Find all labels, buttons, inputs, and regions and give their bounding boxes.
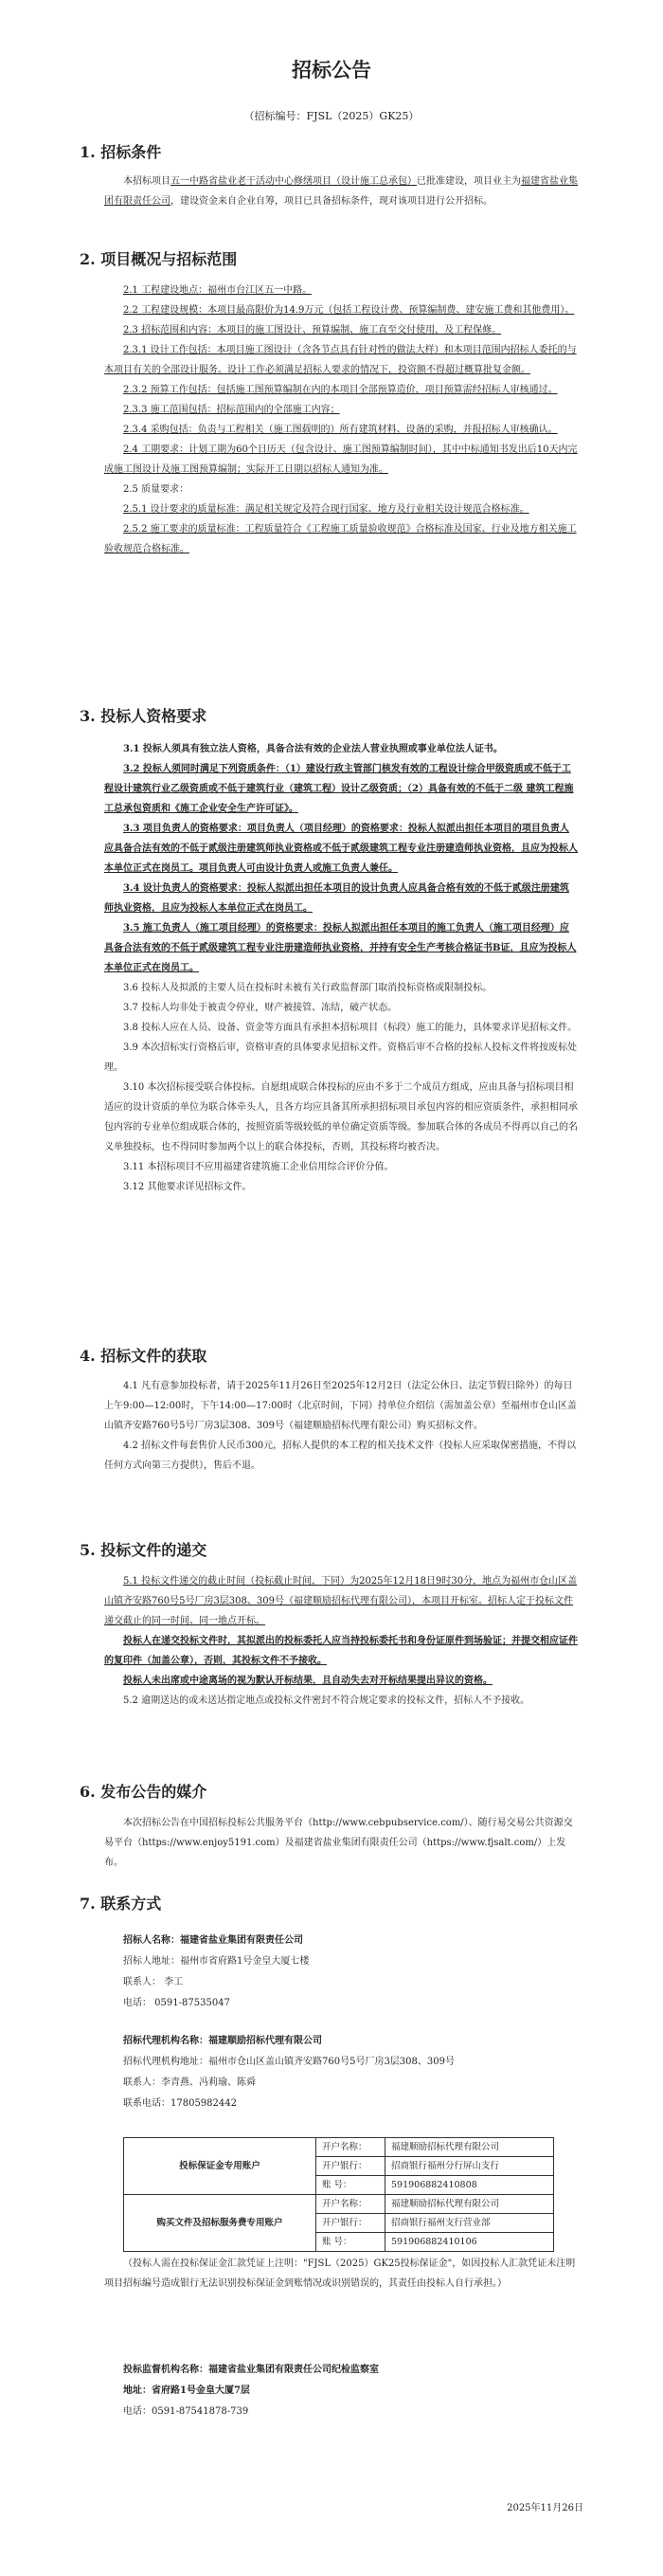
table-row: 账 号： 591906882410106 xyxy=(124,2233,554,2252)
section-2-body: 2.1 工程建设地点：福州市台江区五一中路。 2.2 工程建设规模：本项目最高限价为14.9万元（包括工程设计费、预算编制费、建安施工费和其他费用）。 2.3 招标范围和内容：本项目的施工图设计、预算编制、施工直至交付使用，及工程保修。 2.3.1 设计工作包括：本项目施工图设计（含各节点具有针对性的做法大样）和本项目范围内招标人委托的与本项目有关的全部设计服务。设计工作必须满足招标人要求的情况下，投资额不得超过概算批复金额。 2.3.2 预算工作包括：包括施工图预算编制在内的本项目全部预算造价，项目预算需经招标人审核通过。 2.3.3 施工范围包括：招标范围内的全部施工内容； 2.3.4 采购包括：负责与工程相关（施工图载明的）所有建筑材料、设备的采购，并报招标人审核确认。 2.4 工期要求：计划工期为60个日历天（包含设计、施工图预算编制时间），其中中标通知书发出后10天内完成施工图设计及施工图预算编制；实际开工日期以招标人通知为准。 2.5 质量要求： 2.5.1 设计要求的质量标准：满足相关规定及符合现行国家、地方及行业相关设计规范合格标准。 2.5.2 施工要求的质量标准：工程质量符合《工程施工质量验收规范》合格标准及国家、行业及地方相关施工验收规范合格标准。 xyxy=(104,285,578,554)
owner-name: 福建省盐业集团有限责任公司 xyxy=(104,176,578,207)
section-6-heading: 6. 发布公告的媒介 xyxy=(80,1783,207,1801)
table-row: 开户银行： 招商银行福州支行营业部 xyxy=(124,2214,554,2233)
section-3-body: 3.1 投标人须具有独立法人资格，具备合法有效的企业法人营业执照或事业单位法人证书。 3.2 投标人须同时满足下列资质条件：（1）建设行政主管部门核发有效的工程设计综合甲级资质或不低于工程设计建筑行业乙级资质或不低于建筑行业（建筑工程）设计乙级资质；（2）具备有效的不低于二级 建筑工程施工总承包资质和《施工企业安全生产许可证》。 3.3 项目负责人的资格要求：项目负责人（项目经理）的资格要求：投标人拟派出担任本项目的项目负责人应具备合法有效的不低于贰级注册建筑师执业资格或不低于贰级建筑工程专业注册建造师执业资格，且应为投标人本单位正式在岗员工。项目负责人可由设计负责人或施工负责人兼任。 3.4 设计负责人的资格要求：投标人拟派出担任本项目的设计负责人应具备合格有效的不低于贰级注册建筑师执业资格，且应为投标人本单位正式在岗员工。 3.5 施工负责人（施工项目经理）的资格要求：投标人拟派出担任本项目的施工负责人（施工项目经理）应具备合法有效的不低于贰级建筑工程专业注册建造师执业资格，并持有安全生产考核合格证书B证，且应为投标人本单位正式在岗员工。 3.6 投标人及拟派的主要人员在投标时未被有关行政监督部门取消投标资格或限制投标。 3.7 投标人均非处于被责令停业，财产被接管、冻结，破产状态。 3.8 投标人应在人员、设备、资金等方面具有承担本招标项目（标段）施工的能力，具体要求详见招标文件。 3.9 本次招标实行资格后审，资格审查的具体要求见招标文件。资格后审不合格的投标人投标文件将按废标处理。 3.10 本次招标接受联合体投标。自愿组成联合体投标的应由不多于二个成员方组成，应由具备与招标项目相适应的设计资质的单位为联合体牵头人，且各方均应具备其所承担招标项目承包内容的相应资质条件，承担相同承包内容的专业单位组成联合体的，按照资质等级较低的单位确定资质等级。参加联合体的各成员不得再以自己的名义单独投标，也不得同时参加两个以上的联合体投标，否则，其投标将均被否决。 3.11 本招标项目不应用福建省建筑施工企业信用综合评价分值。 3.12 其他要求详见招标文件。 xyxy=(104,744,578,1192)
section-5-heading: 5. 投标文件的递交 xyxy=(80,1541,207,1559)
agent-contact: 招标代理机构名称：福建顺励招标代理有限公司 招标代理机构地址：福州市仓山区盖山镇齐安路760号5号厂房3层308、309号 联系人：李青燕、冯莉瑜、陈舜 联系电话：17805982442 xyxy=(123,2036,455,2109)
supervision-contact: 投标监督机构名称：福建省盐业集团有限责任公司纪检监察室 地址：省府路1号金皇大厦7层 电话：0591-87541878-739 xyxy=(123,2365,379,2417)
section-2-heading: 2. 项目概况与招标范围 xyxy=(80,250,238,268)
project-name: 五一中路省盐业老干活动中心修缮项目（设计施工总承包） xyxy=(170,176,417,187)
table-row: 开户银行： 招商银行福州分行屏山支行 xyxy=(124,2157,554,2176)
tender-number: （招标编号：FJSL（2025）GK25） xyxy=(243,110,420,122)
section-4-heading: 4. 招标文件的获取 xyxy=(80,1347,207,1365)
account-note: （投标人需在投标保证金汇款凭证上注明："FJSL（2025）GK25投标保证金"，如因投标人汇款凭证未注明项目招标编号造成银行无法识别投标保证金到账情况或识别错误的，其责任由投标人自行承担。） xyxy=(104,2259,576,2289)
page-title: 招标公告 xyxy=(292,58,371,82)
section-7-heading: 7. 联系方式 xyxy=(80,1895,162,1913)
section-3-heading: 3. 投标人资格要求 xyxy=(80,707,207,725)
section-1-body: 本招标项目五一中路省盐业老干活动中心修缮项目（设计施工总承包）已批准建设，项目业主为福建省盐业集团有限责任公司，建设资金来自企业自筹，项目已具备招标条件，现对该项目进行公开招标。 xyxy=(104,176,578,207)
section-6-body: 本次招标公告在中国招标投标公共服务平台（http://www.cebpubservice.com/）、随行易交易公共资源交易平台（https://www.enjoy5191.com）及福建省盐业集团有限责任公司（https://www.fjsalt.com/）上发布。 xyxy=(104,1818,573,1868)
table-row: 账 号： 591906882410808 xyxy=(124,2176,554,2195)
section-4-body: 4.1 凡有意参加投标者，请于2025年11月26日至2025年12月2日（法定公休日、法定节假日除外）的每日上午9:00—12:00时，下午14:00—17:00时（北京时间，下同）持单位介绍信（需加盖公章）至福州市仓山区盖山镇齐安路760号5号厂房3层308、309号（福建顺励招标代理有限公司）购买招标文件。 4.2 招标文件每套售价人民币300元，招标人提供的本工程的相关技术文件（投标人应采取保密措施，不得以任何方式向第三方提供），售后不退。 xyxy=(104,1381,577,1471)
owner-contact: 招标人名称：福建省盐业集团有限责任公司 招标人地址：福州市省府路1号金皇大厦七楼 联系人： 李工 电话： 0591-87535047 xyxy=(123,1935,310,2008)
bank-accounts-table xyxy=(123,2137,554,2252)
table-row: 购买文件及招标服务费专用账户 开户名称： 福建顺励招标代理有限公司 xyxy=(124,2195,554,2214)
section-5-body: 5.1 投标文件递交的截止时间（投标截止时间，下同）为2025年12月18日9时30分，地点为福州市仓山区盖山镇齐安路760号5号厂房3层308、309号（福建顺励招标代理有限公司），本项目开标室。招标人定于投标文件递交截止的同一时间、同一地点开标。 投标人在递交投标文件时，其拟派出的投标委托人应当持投标委托书和身份证原件到场验证；并提交相应证件的复印件（加盖公章），否则，其投标文件不予接收。 投标人未出席或中途离场的视为默认开标结果，且自动失去对开标结果提出异议的资格。 5.2 逾期送达的或未送达指定地点或投标文件密封不符合规定要求的投标文件，招标人不予接收。 xyxy=(104,1576,578,1706)
publish-date: 2025年11月26日 xyxy=(507,2503,583,2513)
section-1-heading: 1. 招标条件 xyxy=(80,143,162,161)
table-row: 投标保证金专用账户 开户名称： 福建顺励招标代理有限公司 xyxy=(124,2138,554,2157)
